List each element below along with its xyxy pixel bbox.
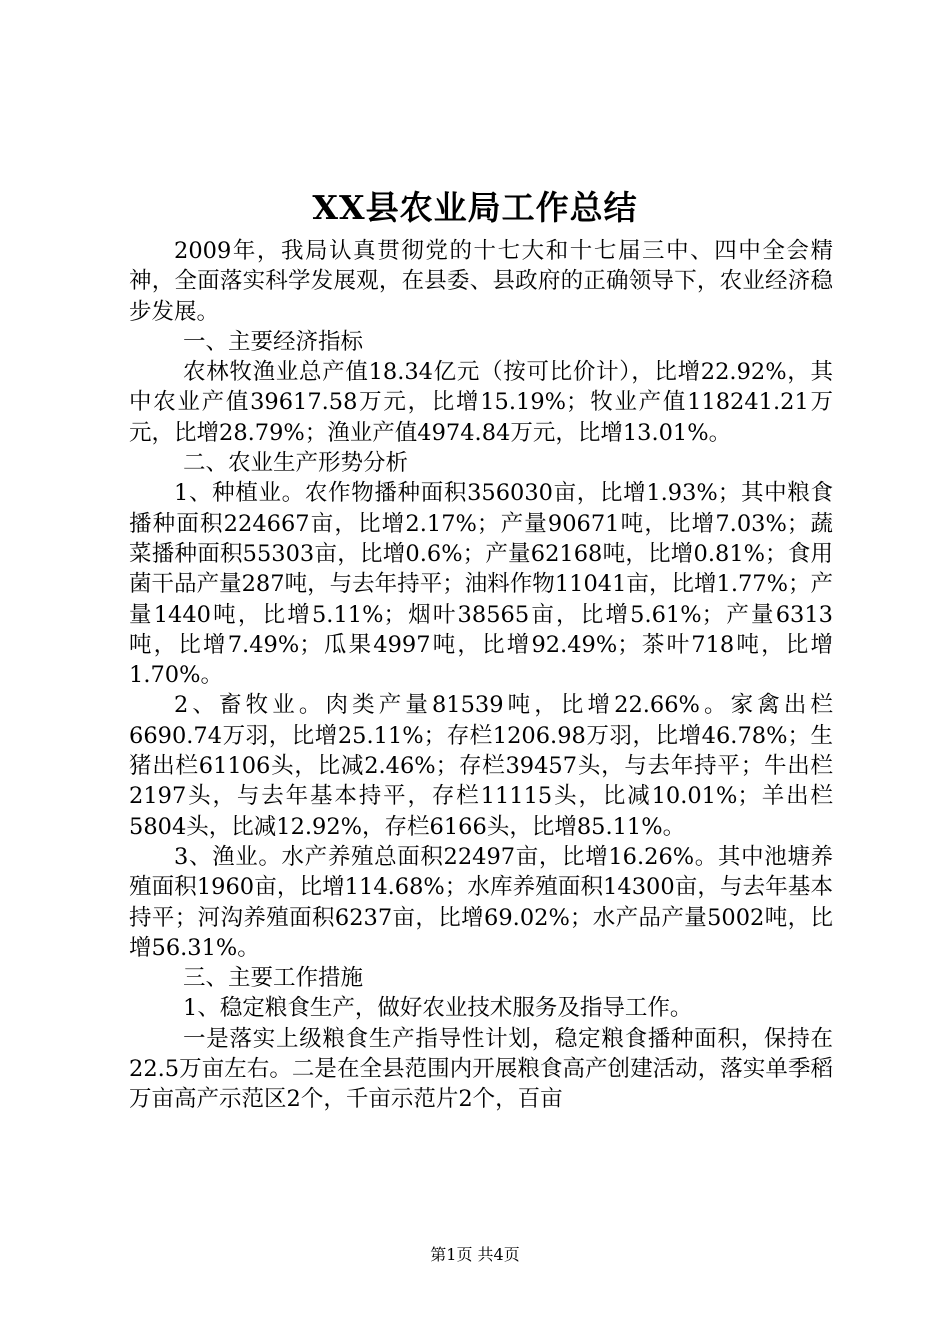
page-footer: 第1页 共4页 bbox=[430, 1245, 520, 1264]
paragraph-grain-measures: 一是落实上级粮食生产指导性计划，稳定粮食播种面积，保持在22.5万亩左右。二是在全县范围内开展粮食高产创建活动，落实单季稻万亩高产示范区2个，千亩示范片2个，百亩 bbox=[129, 1025, 833, 1113]
document-body bbox=[129, 236, 833, 1115]
subheading-grain-production: 1、稳定粮食生产，做好农业技术服务及指导工作。 bbox=[183, 995, 693, 1022]
paragraph-intro: 2009年，我局认真贯彻党的十七大和十七届三中、四中全会精神，全面落实科学发展观，在县委、县政府的正确领导下，农业经济稳步发展。 bbox=[129, 238, 833, 325]
section-heading-2: 二、农业生产形势分析 bbox=[183, 450, 409, 477]
paragraph-livestock: 2、畜牧业。肉类产量81539吨，比增22.66%。家禽出栏6690.74万羽，比增25.11%；存栏1206.98万羽，比增46.78%；生猪出栏61106头，比减2.46%；存栏39457头，与去年持平；牛出栏2197头，与去年基本持平，存栏11115头，比减10.01%；羊出栏5804头，比减12.92%，存栏6166头，比增85.11%。 bbox=[129, 692, 833, 840]
section-heading-3: 三、主要工作措施 bbox=[183, 965, 364, 992]
section-heading-1: 一、主要经济指标 bbox=[183, 328, 364, 355]
paragraph-planting: 1、种植业。农作物播种面积356030亩，比增1.93%；其中粮食播种面积224667亩，比增2.17%；产量90671吨，比增7.03%；蔬菜播种面积55303亩，比增0.6%；产量62168吨，比增0.81%；食用菌干品产量287吨，与去年持平；油料作物11041亩，比增1.77%；产量1440吨，比增5.11%；烟叶38565亩，比增5.61%；产量6313吨，比增7.49%；瓜果4997吨，比增92.49%；茶叶718吨，比增1.70%。 bbox=[129, 480, 834, 689]
paragraph-fishery: 3、渔业。水产养殖总面积22497亩，比增16.26%。其中池塘养殖面积1960亩，比增114.68%；水库养殖面积14300亩，与去年基本持平；河沟养殖面积6237亩，比增69.02%；水产品产量5002吨，比增56.31%。 bbox=[129, 843, 833, 961]
paragraph-economic-indicators: 农林牧渔业总产值18.34亿元（按可比价计），比增22.92%，其中农业产值39617.58万元，比增15.19%；牧业产值118241.21万元，比增28.79%；渔业产值4974.84万元，比增13.01%。 bbox=[129, 359, 833, 446]
document-title: XX县农业局工作总结 bbox=[312, 188, 638, 227]
